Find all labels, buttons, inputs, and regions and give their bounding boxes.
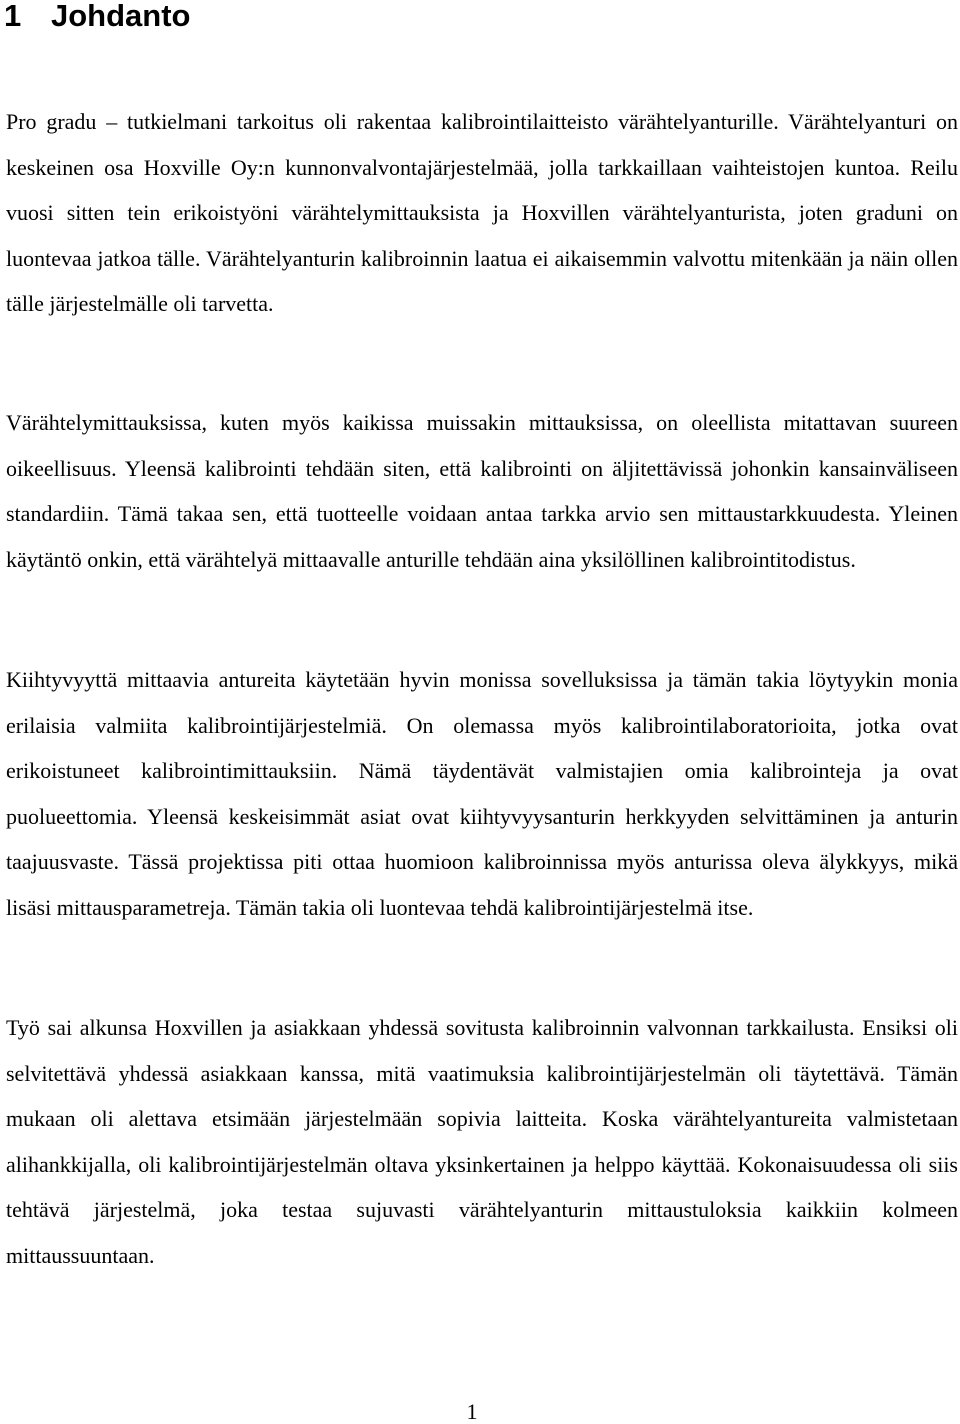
chapter-title: Johdanto	[51, 0, 191, 33]
paragraph-2: Värähtelymittauksissa, kuten myös kaikissa muissakin mittauksissa, on oleellista mitattavan suureen oikeellisuus. Yleensä kalibrointi tehdään siten, että kalibrointi on äljitettävissä johonkin kansainväliseen standardiin. Tämä takaa sen, että tuotteelle voidaan antaa tarkka arvio sen mittaustarkkuudesta. Yleinen käytäntö onkin, että värähtelyä mittaavalle anturille tehdään aina yksilöllinen kalibrointitodistus.	[6, 410, 958, 572]
chapter-heading	[4, 0, 191, 38]
chapter-number: 1	[4, 0, 22, 33]
paragraph-4: Työ sai alkunsa Hoxvillen ja asiakkaan yhdessä sovitusta kalibroinnin valvonnan tarkkailusta. Ensiksi oli selvitettävä yhdessä asiakkaan kanssa, mitä vaatimuksia kalibrointijärjestelmän oli täytettävä. Tämän mukaan oli alettava etsimään järjestelmään sopivia laitteita. Koska värähtelyantureita valmistetaan alihankkijalla, oli kalibrointijärjestelmän oltava yksinkertainen ja helppo käyttää. Kokonaisuudessa oli siis tehtävä järjestelmä, joka testaa sujuvasti värähtelyanturin mittaustuloksia kaikkiin kolmeen mittaussuuntaan.	[6, 1015, 958, 1268]
paragraph-1: Pro gradu – tutkielmani tarkoitus oli rakentaa kalibrointilaitteisto värähtelyanturille. Värähtelyanturi on keskeinen osa Hoxville Oy:n kunnonvalvontajärjestelmää, jolla tarkkaillaan vaihteistojen kuntoa. Reilu vuosi sitten tein erikoistyöni värähtelymittauksista ja Hoxvillen värähtelyanturista, joten graduni on luontevaa jatkoa tälle. Värähtelyanturin kalibroinnin laatua ei aikaisemmin valvottu mitenkään ja näin ollen tälle järjestelmälle oli tarvetta.	[6, 109, 958, 316]
paragraph-3: Kiihtyvyyttä mittaavia antureita käytetään hyvin monissa sovelluksissa ja tämän takia löytyykin monia erilaisia valmiita kalibrointijärjestelmiä. On olemassa myös kalibrointilaboratorioita, jotka ovat erikoistuneet kalibrointimittauksiin. Nämä täydentävät valmistajien omia kalibrointeja ja ovat puolueettomia. Yleensä keskeisimmät asiat ovat kiihtyvyysanturin herkkyyden selvittäminen ja anturin taajuusvaste. Tässä projektissa piti ottaa huomioon kalibroinnissa myös anturissa oleva älykkyys, mikä lisäsi mittausparametreja. Tämän takia oli luontevaa tehdä kalibrointijärjestelmä itse.	[6, 667, 958, 920]
page-number: 1	[466, 1399, 478, 1424]
